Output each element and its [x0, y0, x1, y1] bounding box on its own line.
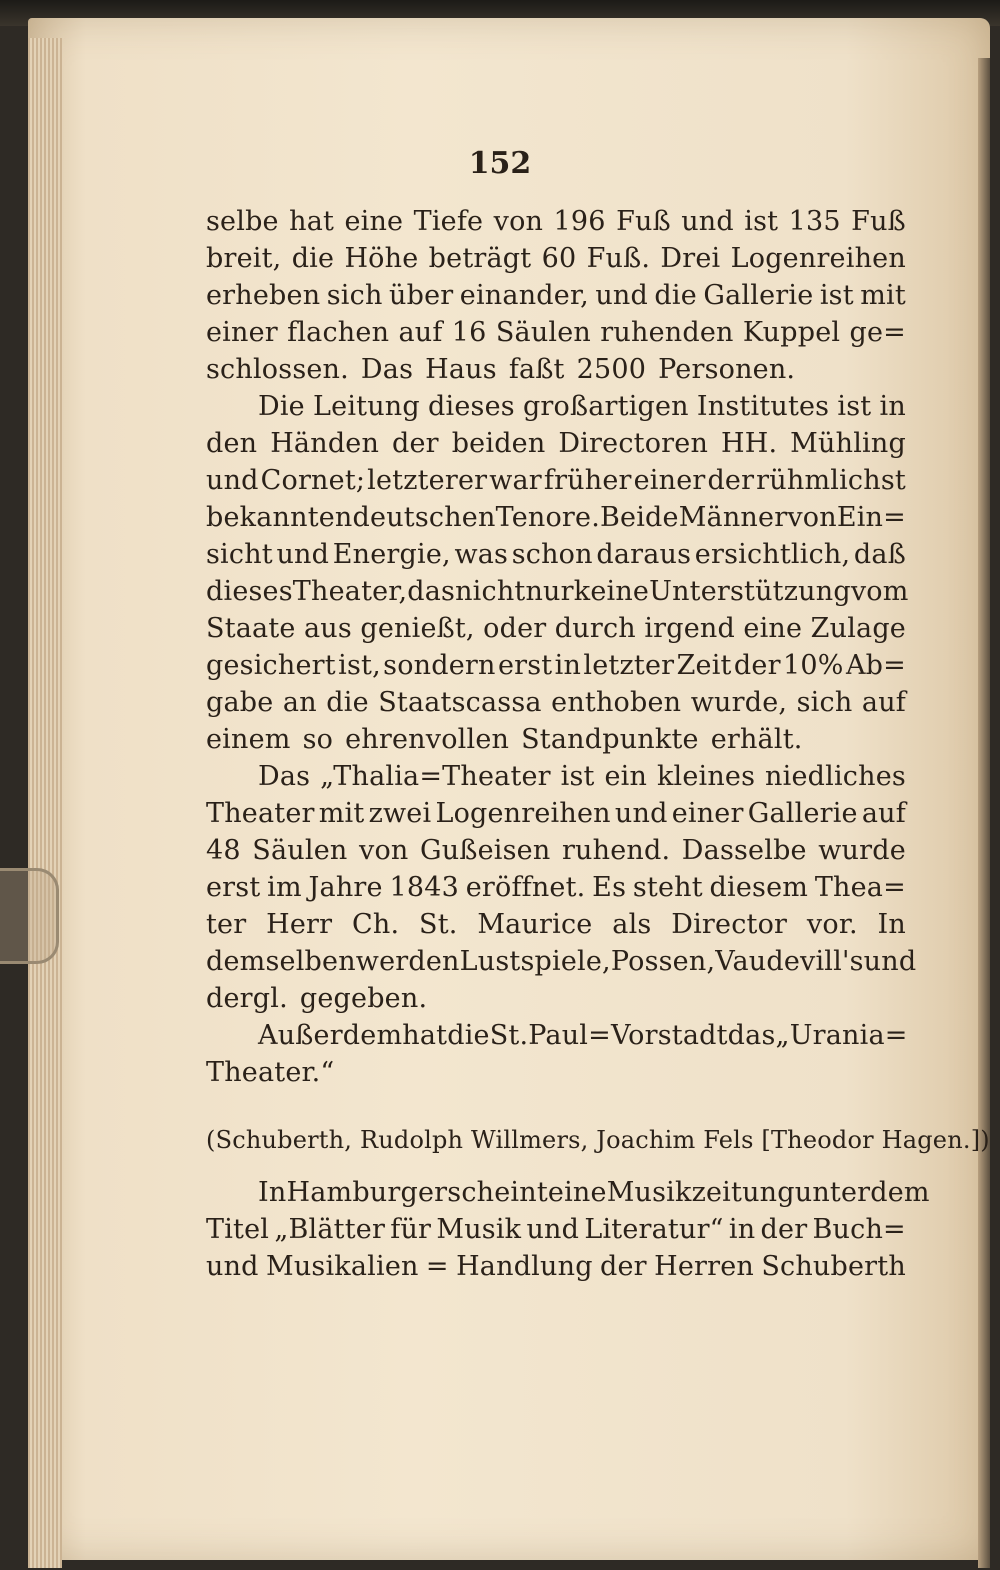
text-line — [206, 354, 906, 391]
word: faßt — [508, 354, 565, 385]
word: Hamburg — [286, 1177, 418, 1208]
text-line — [206, 798, 906, 835]
word: Mühling — [790, 428, 906, 459]
word: und — [614, 798, 668, 829]
word: Energie, — [332, 539, 451, 570]
word: erst — [497, 650, 553, 681]
word: Die — [258, 391, 305, 422]
page-clip — [0, 868, 59, 964]
word: an — [282, 687, 317, 718]
attribution: (Schuberth, Rudolph Willmers, Joachim Fels [Theodor Hagen.]) — [206, 1126, 990, 1154]
word: Vaudevill's — [715, 946, 864, 977]
word: die — [447, 1020, 490, 1051]
word: ist — [819, 280, 854, 311]
word: einer — [671, 798, 744, 829]
word: war — [489, 465, 542, 496]
word: Herr — [266, 909, 333, 940]
word: deutschen — [352, 502, 496, 533]
word: aus — [304, 613, 352, 644]
text-line — [206, 428, 906, 465]
word: Fuß — [851, 206, 906, 237]
word: einer — [633, 465, 706, 496]
word: Ein= — [836, 502, 906, 533]
word: „Thalia=Theater — [320, 761, 551, 792]
word: über — [389, 280, 454, 311]
word: durch — [554, 613, 636, 644]
word: ist — [744, 206, 779, 237]
word: Musikzeitung — [606, 1177, 795, 1208]
word: vor. — [806, 909, 858, 940]
word: „Urania= — [775, 1020, 908, 1051]
word: Thea= — [814, 872, 906, 903]
word: schlossen. — [206, 354, 349, 385]
word: dem — [870, 1177, 930, 1208]
word: beiden — [451, 428, 546, 459]
word: in — [728, 1214, 756, 1245]
text-line — [206, 539, 906, 576]
word: dieses — [428, 391, 515, 422]
word: St. — [419, 909, 458, 940]
word: letzterer — [367, 465, 488, 496]
word: hat — [402, 1020, 448, 1051]
word: Personen. — [658, 354, 796, 385]
text-line — [206, 576, 909, 613]
text-line — [206, 206, 906, 243]
word: gabe — [206, 687, 274, 718]
word: In — [877, 909, 906, 940]
word: Handlung — [456, 1251, 593, 1282]
word: erscheint — [417, 1177, 548, 1208]
word: und — [206, 465, 259, 496]
word: ruhenden — [600, 317, 734, 348]
word: letzter — [583, 650, 675, 681]
word: Ch. — [352, 909, 400, 940]
word: Haus — [425, 354, 497, 385]
word: das — [727, 1020, 776, 1051]
text-line — [206, 243, 906, 280]
word: gegeben. — [299, 983, 428, 1014]
word: erhält. — [710, 724, 803, 755]
word: Fuß. — [586, 243, 651, 274]
text-line — [206, 1057, 906, 1094]
word: Das — [258, 761, 311, 792]
word: unter — [794, 1177, 871, 1208]
word: Cornet; — [260, 465, 366, 496]
word: Dasselbe — [681, 835, 807, 866]
text-line — [206, 1177, 930, 1214]
word: Buch= — [812, 1214, 906, 1245]
word: Directoren — [558, 428, 709, 459]
word: einander, — [459, 280, 589, 311]
word: Musikalien — [265, 1251, 419, 1282]
word: der — [733, 650, 781, 681]
word: dieses — [206, 576, 293, 607]
word: Logenreihen — [730, 243, 906, 274]
word: der — [392, 428, 439, 459]
word: von — [358, 835, 409, 866]
word: erheben — [206, 280, 321, 311]
word: Director — [671, 909, 788, 940]
word: Säulen — [495, 317, 592, 348]
word: früher — [543, 465, 632, 496]
word: sicht — [206, 539, 273, 570]
word: nicht — [455, 576, 526, 607]
word: Es — [592, 872, 627, 903]
word: Leitung — [313, 391, 420, 422]
word: sich — [796, 687, 853, 718]
word: der — [760, 1214, 808, 1245]
word: Herren — [654, 1251, 754, 1282]
word: eine — [344, 206, 404, 237]
word: sich — [326, 280, 383, 311]
text-line — [206, 872, 906, 909]
word: Drei — [660, 243, 721, 274]
word: In — [258, 1177, 287, 1208]
text-line — [206, 280, 906, 317]
word: in — [879, 391, 906, 422]
section-gap — [206, 1094, 906, 1126]
word: im — [267, 872, 302, 903]
word: einer — [206, 317, 278, 348]
word: Ab= — [845, 650, 906, 681]
word: daraus — [596, 539, 692, 570]
text-line — [206, 391, 906, 428]
word: auf — [398, 317, 443, 348]
word: von — [787, 502, 837, 533]
word: Titel — [206, 1214, 270, 1245]
word: der — [600, 1251, 647, 1282]
word: Gallerie — [703, 280, 814, 311]
word: Das — [360, 354, 414, 385]
word: Paul=Vorstadt — [528, 1020, 728, 1051]
paragraph-block-hamburg — [206, 1177, 930, 1288]
word: = — [425, 1251, 449, 1282]
word: Kuppel — [742, 317, 841, 348]
word: keine — [573, 576, 650, 607]
word: St. — [489, 1020, 529, 1051]
word: enthoben — [551, 687, 682, 718]
word: 60 — [541, 243, 577, 274]
word: wurde, — [690, 687, 788, 718]
word: und — [206, 1251, 259, 1282]
word: Jahre — [308, 872, 383, 903]
word: 10% — [783, 650, 844, 681]
word: als — [612, 909, 652, 940]
word: HH. — [720, 428, 778, 459]
word: Maurice — [477, 909, 593, 940]
word: hat — [289, 206, 335, 237]
page-number: 152 — [468, 146, 532, 181]
word: Höhe — [344, 243, 419, 274]
word: diesem — [709, 872, 809, 903]
word: Schuberth — [761, 1251, 906, 1282]
word: eröffnet. — [465, 872, 586, 903]
word: Logenreihen — [435, 798, 611, 829]
word: Beide — [599, 502, 679, 533]
word: die — [654, 280, 697, 311]
word: vom — [850, 576, 909, 607]
word: Musik — [436, 1214, 522, 1245]
word: Staatscassa — [378, 687, 542, 718]
word: nur — [525, 576, 574, 607]
word: Theater.“ — [206, 1057, 335, 1088]
text-line — [206, 317, 906, 354]
word: ge= — [849, 317, 906, 348]
text-line — [206, 761, 906, 798]
word: 48 — [206, 835, 241, 866]
word: Händen — [270, 428, 380, 459]
word: Zeit — [676, 650, 732, 681]
word: flachen — [287, 317, 390, 348]
word: sondern — [383, 650, 496, 681]
word: 135 — [788, 206, 841, 237]
word: die — [326, 687, 369, 718]
text-line — [206, 1251, 906, 1288]
word: selbe — [206, 206, 279, 237]
word: Tiefe — [413, 206, 484, 237]
text-line — [206, 1020, 906, 1057]
word: genießt, — [360, 613, 475, 644]
text-line — [206, 946, 917, 983]
word: Theater, — [292, 576, 408, 607]
word: Gallerie — [747, 798, 858, 829]
word: einem — [206, 724, 291, 755]
word: wurde — [818, 835, 906, 866]
word: schon — [511, 539, 593, 570]
text-line — [206, 724, 906, 761]
word: gesichert — [206, 650, 336, 681]
word: dergl. — [206, 983, 288, 1014]
word: oder — [483, 613, 547, 644]
word: mit — [860, 280, 906, 311]
word: Standpunkte — [521, 724, 699, 755]
word: ruhend. — [561, 835, 671, 866]
word: breit, — [206, 243, 282, 274]
word: Literatur“ — [584, 1214, 724, 1245]
word: ist — [560, 761, 595, 792]
page-stack-edge — [28, 38, 62, 1568]
body-text — [206, 206, 990, 1288]
text-line — [206, 687, 906, 724]
word: ein — [604, 761, 648, 792]
word: Staate — [206, 613, 296, 644]
word: den — [206, 428, 258, 459]
text-line — [206, 502, 906, 539]
word: ehrenvollen — [345, 724, 510, 755]
word: von — [493, 206, 544, 237]
word: ist, — [338, 650, 381, 681]
word: und — [863, 946, 917, 977]
word: und — [595, 280, 648, 311]
word: der — [707, 465, 755, 496]
text-line — [206, 1214, 906, 1251]
word: Theater — [206, 798, 315, 829]
word: zwei — [368, 798, 432, 829]
word: Institutes — [696, 391, 830, 422]
word: 1843 — [389, 872, 459, 903]
word: niedliches — [765, 761, 906, 792]
word: beträgt — [428, 243, 532, 274]
word: und — [526, 1214, 580, 1245]
word: was — [454, 539, 509, 570]
text-line — [206, 983, 906, 1020]
word: eine — [743, 613, 803, 644]
word: Gußeisen — [420, 835, 551, 866]
word: irgend — [644, 613, 735, 644]
word: ist — [837, 391, 872, 422]
word: kleines — [656, 761, 756, 792]
text-line — [206, 465, 906, 502]
word: in — [554, 650, 582, 681]
word: Zulage — [810, 613, 906, 644]
text-line — [206, 909, 906, 946]
word: mit — [318, 798, 365, 829]
word: 196 — [553, 206, 606, 237]
attribution-line — [206, 1126, 990, 1163]
word: 16 — [451, 317, 487, 348]
word: daß — [853, 539, 906, 570]
word: auf — [861, 687, 906, 718]
word: auf — [861, 798, 906, 829]
word: großartigen — [522, 391, 689, 422]
word: werden — [355, 946, 460, 977]
word: und — [276, 539, 330, 570]
text-line — [206, 650, 906, 687]
word: so — [302, 724, 334, 755]
word: ter — [206, 909, 247, 940]
word: das — [407, 576, 456, 607]
word: Unterstützung — [649, 576, 851, 607]
word: für — [390, 1214, 432, 1245]
word: Lustspiele, — [459, 946, 611, 977]
word: bekannten — [206, 502, 353, 533]
text-line — [206, 835, 906, 872]
word: Tenore. — [495, 502, 600, 533]
word: Außerdem — [258, 1020, 403, 1051]
word: Possen, — [610, 946, 716, 977]
word: Säulen — [252, 835, 348, 866]
word: und — [681, 206, 734, 237]
word: Männer — [678, 502, 788, 533]
paragraph-block-main — [206, 206, 917, 1094]
word: rühmlichst — [756, 465, 906, 496]
word: erst — [206, 872, 261, 903]
word: demselben — [206, 946, 356, 977]
word: steht — [632, 872, 703, 903]
text-line — [206, 613, 906, 650]
word: „Blätter — [274, 1214, 386, 1245]
word: ersichtlich, — [694, 539, 851, 570]
word: 2500 — [576, 354, 647, 385]
word: die — [291, 243, 335, 274]
word: eine — [547, 1177, 607, 1208]
word: Fuß — [616, 206, 671, 237]
page-right-edge — [978, 58, 990, 1568]
